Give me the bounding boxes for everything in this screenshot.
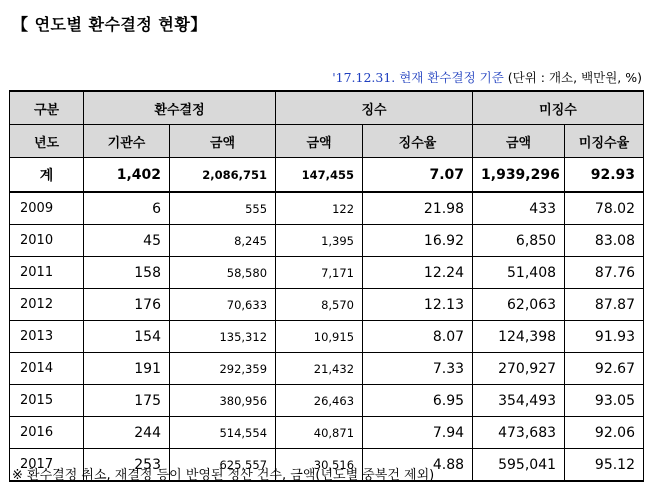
unc-rate-cell: 87.87	[565, 289, 644, 321]
header-collection: 징수	[276, 91, 473, 125]
total-row	[10, 158, 644, 193]
inst-count-cell: 175	[84, 385, 170, 417]
unc-rate-cell: 92.06	[565, 417, 644, 449]
dec-amount-cell: 292,359	[170, 353, 276, 385]
year-cell: 2012	[10, 289, 84, 321]
col-amount-cell: 26,463	[276, 385, 363, 417]
dec-amount-cell: 8,245	[170, 225, 276, 257]
year-cell: 2010	[10, 225, 84, 257]
header-dec-amount: 금액	[170, 125, 276, 158]
header-row-2	[10, 125, 644, 158]
year-cell: 2015	[10, 385, 84, 417]
unc-rate-cell: 83.08	[565, 225, 644, 257]
unc-amount-cell: 473,683	[473, 417, 565, 449]
header-col-rate: 징수율	[363, 125, 473, 158]
col-rate-cell: 7.33	[363, 353, 473, 385]
unc-rate-cell: 87.76	[565, 257, 644, 289]
footnote: ※ 환수결정 취소, 재결정 등이 반영된 정산 건수, 금액(년도별 중복건 제외)	[12, 468, 435, 483]
unc-amount-cell: 124,398	[473, 321, 565, 353]
table-row	[10, 321, 644, 353]
unc-amount-cell: 595,041	[473, 449, 565, 482]
header-inst-count: 기관수	[84, 125, 170, 158]
unc-rate-cell: 78.02	[565, 192, 644, 225]
col-amount-cell: 21,432	[276, 353, 363, 385]
unc-rate-cell: 92.67	[565, 353, 644, 385]
table-row	[10, 225, 644, 257]
basis-note	[332, 68, 642, 86]
table-row	[10, 289, 644, 321]
unc-amount-cell: 433	[473, 192, 565, 225]
page-title: 【 연도별 환수결정 현황】	[12, 15, 207, 34]
col-amount-cell: 30,516	[276, 449, 363, 482]
total-inst-count: 1,402	[84, 158, 170, 193]
unc-amount-cell: 51,408	[473, 257, 565, 289]
header-col-amount: 금액	[276, 125, 363, 158]
dec-amount-cell: 70,633	[170, 289, 276, 321]
unc-rate-cell: 93.05	[565, 385, 644, 417]
table-row	[10, 417, 644, 449]
inst-count-cell: 176	[84, 289, 170, 321]
inst-count-cell: 45	[84, 225, 170, 257]
header-group: 구분	[10, 91, 84, 125]
header-year: 년도	[10, 125, 84, 158]
year-cell: 2009	[10, 192, 84, 225]
header-decision: 환수결정	[84, 91, 276, 125]
year-cell: 2017	[10, 449, 84, 482]
unc-amount-cell: 6,850	[473, 225, 565, 257]
inst-count-cell: 154	[84, 321, 170, 353]
inst-count-cell: 158	[84, 257, 170, 289]
inst-count-cell: 6	[84, 192, 170, 225]
year-cell: 2013	[10, 321, 84, 353]
inst-count-cell: 191	[84, 353, 170, 385]
recovery-table	[9, 90, 644, 482]
total-col-rate: 7.07	[363, 158, 473, 193]
header-uncollected: 미징수	[473, 91, 644, 125]
table-row	[10, 353, 644, 385]
header-unc-rate: 미징수율	[565, 125, 644, 158]
col-rate-cell: 12.24	[363, 257, 473, 289]
col-amount-cell: 7,171	[276, 257, 363, 289]
total-label: 계	[10, 158, 84, 193]
dec-amount-cell: 625,557	[170, 449, 276, 482]
year-cell: 2016	[10, 417, 84, 449]
total-unc-rate: 92.93	[565, 158, 644, 193]
unc-amount-cell: 62,063	[473, 289, 565, 321]
col-rate-cell: 4.88	[363, 449, 473, 482]
col-rate-cell: 7.94	[363, 417, 473, 449]
col-amount-cell: 1,395	[276, 225, 363, 257]
dec-amount-cell: 380,956	[170, 385, 276, 417]
col-amount-cell: 8,570	[276, 289, 363, 321]
col-amount-cell: 122	[276, 192, 363, 225]
unc-amount-cell: 270,927	[473, 353, 565, 385]
header-unc-amount: 금액	[473, 125, 565, 158]
year-cell: 2014	[10, 353, 84, 385]
dec-amount-cell: 514,554	[170, 417, 276, 449]
inst-count-cell: 244	[84, 417, 170, 449]
dec-amount-cell: 555	[170, 192, 276, 225]
table-row	[10, 385, 644, 417]
table-row	[10, 257, 644, 289]
year-cell: 2011	[10, 257, 84, 289]
basis-date: '17.12.31. 현재 환수결정 기준	[332, 70, 504, 85]
total-dec-amount: 2,086,751	[170, 158, 276, 193]
table-row	[10, 192, 644, 225]
total-unc-amount: 1,939,296	[473, 158, 565, 193]
col-rate-cell: 21.98	[363, 192, 473, 225]
unc-amount-cell: 354,493	[473, 385, 565, 417]
col-amount-cell: 10,915	[276, 321, 363, 353]
col-rate-cell: 8.07	[363, 321, 473, 353]
unit-note: (단위 : 개소, 백만원, %)	[507, 70, 642, 85]
col-rate-cell: 12.13	[363, 289, 473, 321]
col-rate-cell: 6.95	[363, 385, 473, 417]
dec-amount-cell: 58,580	[170, 257, 276, 289]
dec-amount-cell: 135,312	[170, 321, 276, 353]
unc-rate-cell: 95.12	[565, 449, 644, 482]
header-row-1	[10, 91, 644, 125]
col-rate-cell: 16.92	[363, 225, 473, 257]
col-amount-cell: 40,871	[276, 417, 363, 449]
unc-rate-cell: 91.93	[565, 321, 644, 353]
total-col-amount: 147,455	[276, 158, 363, 193]
inst-count-cell: 253	[84, 449, 170, 482]
